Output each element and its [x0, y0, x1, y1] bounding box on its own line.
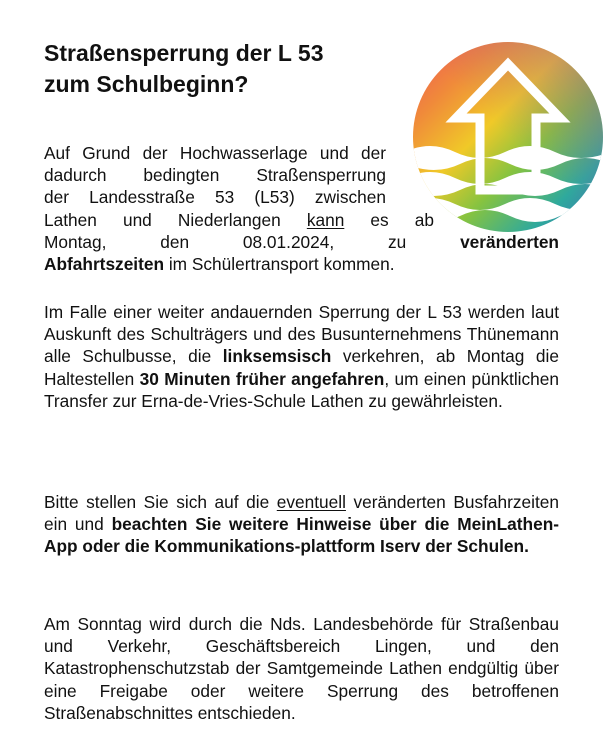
- p1-line-5-text: Montag, den 08.01.2024, zu: [44, 231, 461, 252]
- page-title: [44, 38, 404, 100]
- p1-line-4-text: Lathen und Niederlangen: [44, 209, 307, 230]
- p2-bold-1: linksemsisch: [222, 346, 332, 367]
- p2-text-2: verkehren, ab Montag die Haltestellen: [44, 346, 559, 389]
- p1-line-2: dadurch bedingten Straßensperrung: [44, 165, 386, 186]
- paragraph-school-bus: [44, 301, 559, 412]
- p1-line-1: Auf Grund der Hochwasserlage und der: [44, 143, 386, 163]
- title-line-1: Straßensperrung der L 53: [44, 40, 324, 66]
- p4-text-1: Am Sonntag wird durch die Nds. Landesbehörde für Straßenbau und Verkehr, Geschäftsbereich Lingen, und den Katastrophenschutzstab der Samtgemeinde Lathen endgültig über eine Freigabe oder weitere Sperrung des betroffenen Straßenabschnittes entschieden.: [44, 614, 559, 723]
- p1-line-4: [44, 209, 434, 231]
- p2-text-1: Im Falle einer weiter andauernden Sperrung der L 53 werden laut Auskunft des Schulträgers und des Busunternehmens Thünemann alle Schulbusse, die: [44, 302, 559, 367]
- p2-bold-2: 30 Minuten früher angefahren: [139, 368, 385, 389]
- kann-underlined: kann: [306, 209, 345, 230]
- p1-line-6-text: im Schülertransport kommen.: [164, 254, 395, 275]
- p1-line-5-bold: veränderten: [460, 231, 559, 252]
- p3-text-1: Bitte stellen Sie sich auf die: [44, 492, 277, 512]
- p1-line-6-bold: Abfahrtszeiten: [44, 254, 165, 275]
- p1-line-6: [44, 253, 559, 275]
- p3-bold-1: beachten Sie weitere Hinweise über die MeinLathen-App oder die Kommunikations-plattform Iserv der Schulen.: [44, 514, 560, 557]
- p2-text-3: , um einen pünktlichen Transfer zur Erna-de-Vries-Schule Lathen zu gewährleisten.: [44, 368, 559, 411]
- eventuell-underlined: eventuell: [276, 492, 346, 512]
- p1-line-4-end: es ab: [344, 209, 435, 230]
- p3-text-2: veränderten Busfahrzeiten ein und: [44, 492, 559, 535]
- paragraph-road-closure: [44, 142, 559, 275]
- p1-line-3: der Landesstraße 53 (L53) zwischen: [44, 187, 386, 208]
- p1-line-5: [44, 231, 559, 253]
- paragraph-notice: [44, 491, 559, 558]
- paragraph-decision: [44, 613, 559, 724]
- title-line-2: zum Schulbeginn?: [44, 71, 249, 97]
